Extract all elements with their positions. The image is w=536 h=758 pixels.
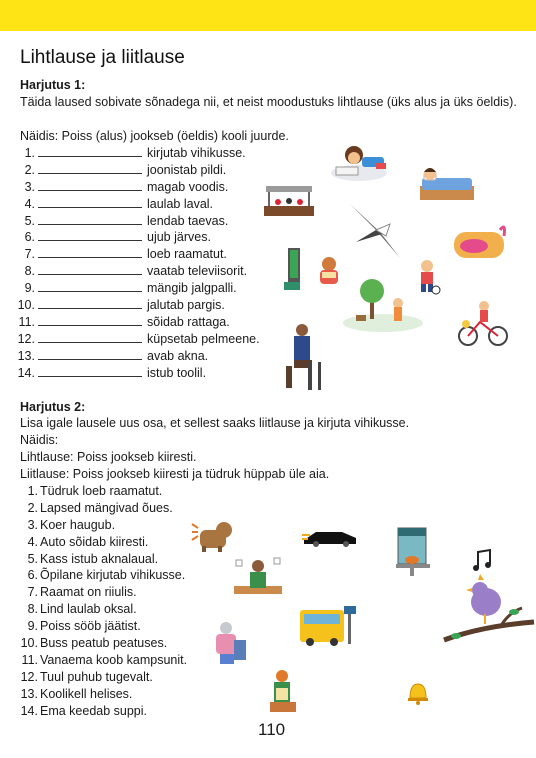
- list-item: 10. jalutab pargis.: [17, 298, 225, 313]
- school-bell-icon: [406, 680, 430, 706]
- exercise1-list: [0, 145, 260, 381]
- exercise2-heading: Harjutus 2:: [20, 400, 86, 414]
- girl-bicycle-illustration: [458, 298, 508, 348]
- stage-singer-illustration: [262, 182, 316, 218]
- answer-blank[interactable]: [38, 348, 142, 360]
- list-item: 8. Lind laulab oksal.: [27, 602, 137, 617]
- list-item: 7. loeb raamatut.: [24, 247, 227, 262]
- list-item: 5. Kass istub aknalaual.: [27, 551, 159, 566]
- answer-blank[interactable]: [38, 162, 142, 174]
- list-item: 2. Lapsed mängivad õues.: [27, 500, 173, 515]
- exercise2-list: [0, 483, 187, 719]
- list-item: 14. Ema keedab suppi.: [20, 703, 148, 718]
- answer-blank[interactable]: [38, 213, 142, 225]
- list-item: 12. küpsetab pelmeene.: [17, 331, 260, 346]
- exercise1-heading: Harjutus 1:: [20, 78, 86, 92]
- list-item: 7. Raamat on riiulis.: [27, 585, 137, 600]
- sleeping-child-illustration: [416, 162, 478, 204]
- answer-blank[interactable]: [38, 246, 142, 258]
- list-item: 13. avab akna.: [17, 348, 209, 363]
- park-walk-illustration: [340, 275, 426, 333]
- bus-stop-illustration: [298, 604, 362, 648]
- list-item: 9. Poiss sööb jäätist.: [27, 619, 141, 634]
- fast-car-illustration: [302, 526, 358, 548]
- exercise1-example: Näidis: Poiss (alus) jookseb (öeldis) kooli juurde.: [20, 129, 289, 143]
- exercise2-example-compound: Liitlause: Poiss jookseb kiiresti ja tüdruk hüppab üle aia.: [20, 467, 330, 481]
- list-item: 8. vaatab televiisorit.: [24, 264, 248, 279]
- list-item: 6. ujub järves.: [24, 230, 211, 245]
- list-item: 3. magab voodis.: [24, 179, 229, 194]
- answer-blank[interactable]: [38, 365, 142, 377]
- answer-blank[interactable]: [38, 263, 142, 275]
- boy-writing-illustration: [328, 143, 390, 183]
- answer-blank[interactable]: [38, 179, 142, 191]
- answer-blank[interactable]: [38, 280, 142, 292]
- list-item: 12. Tuul puhub tugevalt.: [20, 669, 153, 684]
- page-number: 110: [258, 720, 286, 739]
- list-item: 6. Õpilane kirjutab vihikusse.: [27, 568, 186, 583]
- answer-blank[interactable]: [38, 229, 142, 241]
- list-item: 4. laulab laval.: [24, 196, 214, 211]
- swimming-fish-illustration: [450, 222, 508, 262]
- list-item: 10. Buss peatub peatuses.: [20, 636, 168, 651]
- student-writing-illustration: [232, 556, 284, 598]
- music-note-icon: [470, 548, 496, 574]
- answer-blank[interactable]: [38, 297, 142, 309]
- flying-bird-illustration: [346, 200, 404, 262]
- list-item: 13. Koolikell helises.: [20, 686, 133, 701]
- list-item: 4. Auto sõidab kiiresti.: [27, 534, 149, 549]
- exercise2-instruction: Lisa igale lausele uus osa, et sellest saaks liitlause ja kirjuta vihikusse.: [20, 416, 410, 430]
- answer-blank[interactable]: [38, 196, 142, 208]
- list-item: 2. joonistab pildi.: [24, 162, 227, 177]
- exercise1-instruction: Täida laused sobivate sõnadega nii, et neist moodustuks lihtlause (üks alus ja üks öeldis).: [20, 95, 517, 109]
- exercise2-example-label: Näidis:: [20, 433, 59, 447]
- list-item: 1. kirjutab vihikusse.: [24, 146, 246, 160]
- exercise2-example-simple: Lihtlause: Poiss jookseb kiiresti.: [20, 450, 197, 464]
- list-item: 9. mängib jalgpalli.: [24, 281, 237, 296]
- list-item: 5. lendab taevas.: [24, 213, 229, 228]
- cat-window-illustration: [396, 526, 430, 578]
- list-item: 14. istub toolil.: [17, 365, 207, 380]
- man-sitting-illustration: [280, 322, 324, 396]
- tv-watching-illustration: [284, 246, 304, 292]
- list-item: 11. sõidab rattaga.: [18, 314, 230, 329]
- answer-blank[interactable]: [38, 331, 142, 343]
- bird-on-branch-illustration: [442, 572, 536, 654]
- top-color-bar: [0, 0, 536, 31]
- list-item: 3. Koer haugub.: [27, 517, 116, 532]
- mother-cooking-illustration: [268, 668, 300, 718]
- answer-blank[interactable]: [38, 314, 142, 326]
- list-item: 1. Tüdruk loeb raamatut.: [27, 484, 163, 498]
- page-title: Lihtlause ja liitlause: [20, 47, 185, 68]
- grandma-knitting-illustration: [210, 620, 250, 668]
- answer-blank[interactable]: [38, 145, 142, 157]
- list-item: 11. Vanaema koob kampsunit.: [21, 652, 188, 667]
- barking-dog-illustration: [190, 518, 234, 554]
